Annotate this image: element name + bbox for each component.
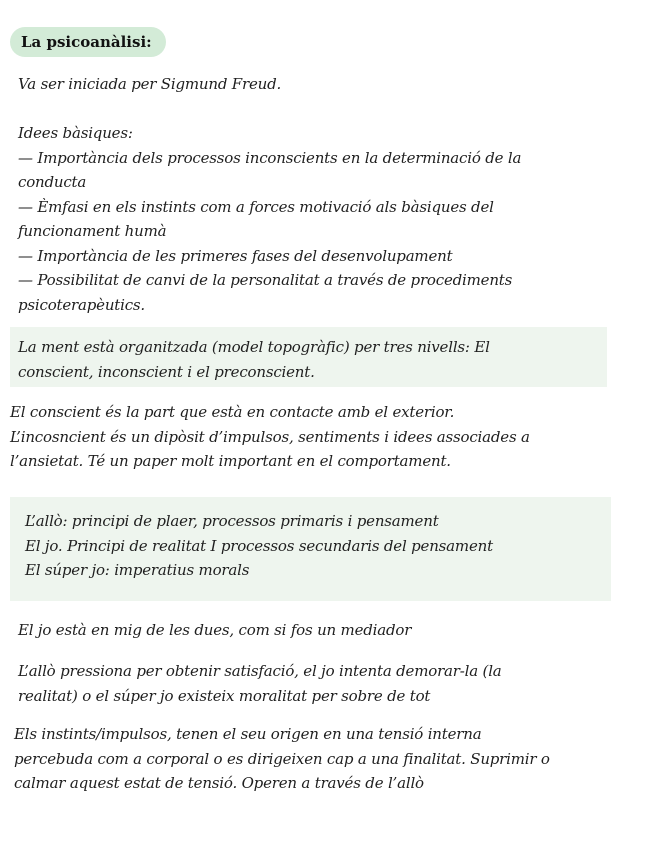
pressure-line: L’allò pressiona per obtenir satisfació, el jo intenta demorar-la (la (18, 662, 502, 680)
instincts-line: Els instints/impulsos, tenen el seu origen en una tensió interna (14, 725, 482, 743)
ideas-line: — Èmfasi en els instints com a forces motivació als bàsiques del (18, 197, 494, 216)
page-title: La psicoanàlisi: (10, 27, 166, 57)
conscious-line: El conscient és la part que està en contacte amb el exterior. (10, 403, 455, 421)
conscious-text (10, 400, 530, 474)
structure-line: El jo. Principi de realitat I processos secundaris del pensament (25, 536, 493, 555)
ideas-line: conducta (18, 173, 87, 191)
model-line: La ment està organitzada (model topogràfic) per tres nivells: El (18, 338, 490, 356)
model-text (18, 335, 490, 384)
structure-line: L’allò: principi de plaer, processos primaris i pensament (25, 512, 439, 530)
ideas-line: — Importància dels processos inconscients en la determinació de la (18, 148, 522, 167)
mediator-text (18, 618, 411, 643)
instincts-text (14, 722, 550, 796)
structure-text (25, 509, 493, 583)
conscious-line: l’ansietat. Té un paper molt important en el comportament. (10, 452, 451, 470)
model-line: conscient, inconscient i el preconscient. (18, 362, 315, 381)
intro-text (18, 72, 281, 97)
instincts-line: calmar aquest estat de tensió. Operen a través de l’allò (14, 774, 424, 792)
ideas-section (18, 121, 521, 317)
instincts-line: percebuda com a corporal o es dirigeixen cap a una finalitat. Suprimir o (14, 749, 550, 768)
ideas-line: — Importància de les primeres fases del desenvolupament (18, 246, 453, 265)
pressure-line: realitat) o el súper jo existeix moralitat per sobre de tot (18, 686, 431, 705)
ideas-line: psicoterapèutics. (18, 295, 145, 314)
ideas-line: — Possibilitat de canvi de la personalitat a través de procediments (18, 271, 513, 289)
ideas-heading: Idees bàsiques: (18, 124, 133, 142)
conscious-line: L’incosncient és un dipòsit d’impulsos, sentiments i idees associades a (10, 427, 530, 446)
pressure-text (18, 659, 502, 708)
ideas-line: funcionament humà (18, 222, 167, 240)
structure-line: El súper jo: imperatius morals (25, 561, 250, 579)
mediator-line: El jo està en mig de les dues, com si fos un mediador (18, 621, 412, 639)
intro-line: Va ser iniciada per Sigmund Freud. (18, 75, 282, 93)
